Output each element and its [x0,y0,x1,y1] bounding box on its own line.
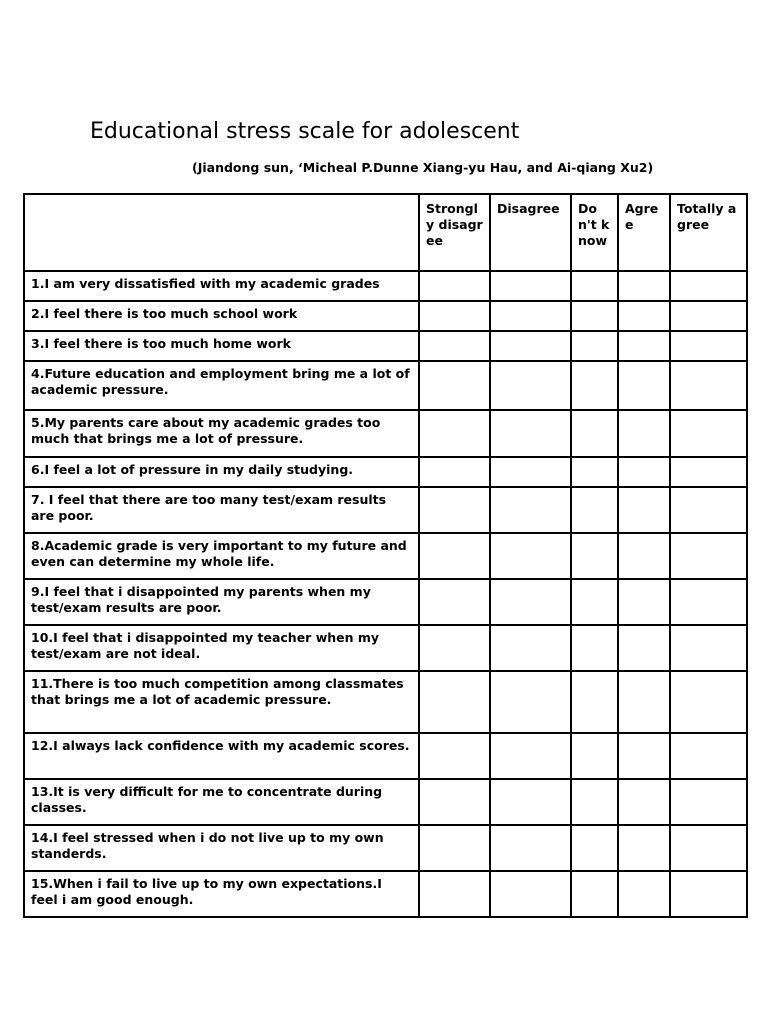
table-body [24,271,747,917]
response-cell-dont-know[interactable] [571,779,618,825]
response-cell-totally-agree[interactable] [670,361,747,410]
response-cell-dont-know[interactable] [571,871,618,917]
response-cell-disagree[interactable] [490,779,571,825]
response-cell-totally-agree[interactable] [670,487,747,533]
response-cell-strongly-disagree[interactable] [419,779,490,825]
table-row [24,625,747,671]
table-row [24,871,747,917]
item-statement: 6.I feel a lot of pressure in my daily studying. [24,457,419,487]
response-cell-totally-agree[interactable] [670,671,747,733]
response-cell-disagree[interactable] [490,457,571,487]
response-cell-disagree[interactable] [490,410,571,457]
response-cell-disagree[interactable] [490,579,571,625]
table-row [24,410,747,457]
response-cell-disagree[interactable] [490,533,571,579]
item-statement: 13.It is very difficult for me to concentrate during classes. [24,779,419,825]
authors-citation: (Jiandong sun, ‘Micheal P.Dunne Xiang-yu Hau, and Ai-qiang Xu2) [192,160,654,175]
stress-scale-table [23,193,748,918]
table-row [24,361,747,410]
item-statement: 9.I feel that i disappointed my parents when my test/exam results are poor. [24,579,419,625]
column-header-dont-know: Don't know [571,194,618,271]
response-cell-disagree[interactable] [490,487,571,533]
item-statement: 2.I feel there is too much school work [24,301,419,331]
response-cell-disagree[interactable] [490,331,571,361]
response-cell-agree[interactable] [618,625,670,671]
response-cell-disagree[interactable] [490,733,571,779]
response-cell-strongly-disagree[interactable] [419,733,490,779]
response-cell-disagree[interactable] [490,625,571,671]
response-cell-strongly-disagree[interactable] [419,457,490,487]
column-header-strongly-disagree: Strongly disagree [419,194,490,271]
item-statement: 4.Future education and employment bring me a lot of academic pressure. [24,361,419,410]
table-row [24,825,747,871]
response-cell-agree[interactable] [618,671,670,733]
item-statement: 14.I feel stressed when i do not live up to my own standerds. [24,825,419,871]
item-statement: 8.Academic grade is very important to my future and even can determine my whole life. [24,533,419,579]
response-cell-strongly-disagree[interactable] [419,410,490,457]
response-cell-disagree[interactable] [490,671,571,733]
response-cell-strongly-disagree[interactable] [419,331,490,361]
response-cell-dont-know[interactable] [571,487,618,533]
response-cell-dont-know[interactable] [571,733,618,779]
response-cell-dont-know[interactable] [571,671,618,733]
table-row [24,671,747,733]
response-cell-totally-agree[interactable] [670,579,747,625]
response-cell-strongly-disagree[interactable] [419,533,490,579]
response-cell-strongly-disagree[interactable] [419,487,490,533]
response-cell-totally-agree[interactable] [670,825,747,871]
response-cell-strongly-disagree[interactable] [419,825,490,871]
response-cell-totally-agree[interactable] [670,331,747,361]
response-cell-dont-know[interactable] [571,579,618,625]
response-cell-dont-know[interactable] [571,457,618,487]
table-row [24,579,747,625]
item-statement: 3.I feel there is too much home work [24,331,419,361]
response-cell-agree[interactable] [618,410,670,457]
item-statement: 1.I am very dissatisfied with my academic grades [24,271,419,301]
response-cell-totally-agree[interactable] [670,533,747,579]
item-statement: 5.My parents care about my academic grades too much that brings me a lot of pressure. [24,410,419,457]
response-cell-agree[interactable] [618,271,670,301]
table-row [24,301,747,331]
response-cell-disagree[interactable] [490,361,571,410]
item-statement: 11.There is too much competition among classmates that brings me a lot of academic pressure. [24,671,419,733]
item-statement: 12.I always lack confidence with my academic scores. [24,733,419,779]
response-cell-totally-agree[interactable] [670,625,747,671]
response-cell-totally-agree[interactable] [670,271,747,301]
response-cell-agree[interactable] [618,779,670,825]
response-cell-strongly-disagree[interactable] [419,301,490,331]
header-row [24,194,747,271]
response-cell-strongly-disagree[interactable] [419,871,490,917]
item-statement: 10.I feel that i disappointed my teacher when my test/exam are not ideal. [24,625,419,671]
response-cell-disagree[interactable] [490,825,571,871]
response-cell-disagree[interactable] [490,871,571,917]
response-cell-dont-know[interactable] [571,410,618,457]
table-row [24,733,747,779]
response-cell-dont-know[interactable] [571,625,618,671]
response-cell-agree[interactable] [618,361,670,410]
response-cell-agree[interactable] [618,871,670,917]
response-cell-agree[interactable] [618,579,670,625]
response-cell-agree[interactable] [618,733,670,779]
response-cell-dont-know[interactable] [571,331,618,361]
response-cell-dont-know[interactable] [571,301,618,331]
response-cell-totally-agree[interactable] [670,301,747,331]
item-statement: 7. I feel that there are too many test/exam results are poor. [24,487,419,533]
response-cell-agree[interactable] [618,487,670,533]
response-cell-totally-agree[interactable] [670,410,747,457]
response-cell-totally-agree[interactable] [670,733,747,779]
item-column-header [24,194,419,271]
response-cell-strongly-disagree[interactable] [419,579,490,625]
response-cell-dont-know[interactable] [571,533,618,579]
response-cell-totally-agree[interactable] [670,779,747,825]
page-title: Educational stress scale for adolescent [90,119,520,144]
table-row [24,779,747,825]
response-cell-dont-know[interactable] [571,825,618,871]
table-row [24,331,747,361]
column-header-agree: Agree [618,194,670,271]
item-statement: 15.When i fail to live up to my own expectations.I feel i am good enough. [24,871,419,917]
response-cell-agree[interactable] [618,301,670,331]
column-header-totally-agree: Totally agree [670,194,747,271]
response-cell-strongly-disagree[interactable] [419,671,490,733]
table-row [24,457,747,487]
table-row [24,271,747,301]
response-cell-strongly-disagree[interactable] [419,361,490,410]
response-cell-agree[interactable] [618,825,670,871]
response-cell-strongly-disagree[interactable] [419,271,490,301]
response-cell-agree[interactable] [618,457,670,487]
response-cell-totally-agree[interactable] [670,871,747,917]
column-header-disagree: Disagree [490,194,571,271]
response-cell-agree[interactable] [618,533,670,579]
response-cell-dont-know[interactable] [571,271,618,301]
response-cell-dont-know[interactable] [571,361,618,410]
response-cell-disagree[interactable] [490,271,571,301]
response-cell-agree[interactable] [618,331,670,361]
table-row [24,487,747,533]
response-cell-strongly-disagree[interactable] [419,625,490,671]
response-cell-disagree[interactable] [490,301,571,331]
response-cell-totally-agree[interactable] [670,457,747,487]
table-row [24,533,747,579]
